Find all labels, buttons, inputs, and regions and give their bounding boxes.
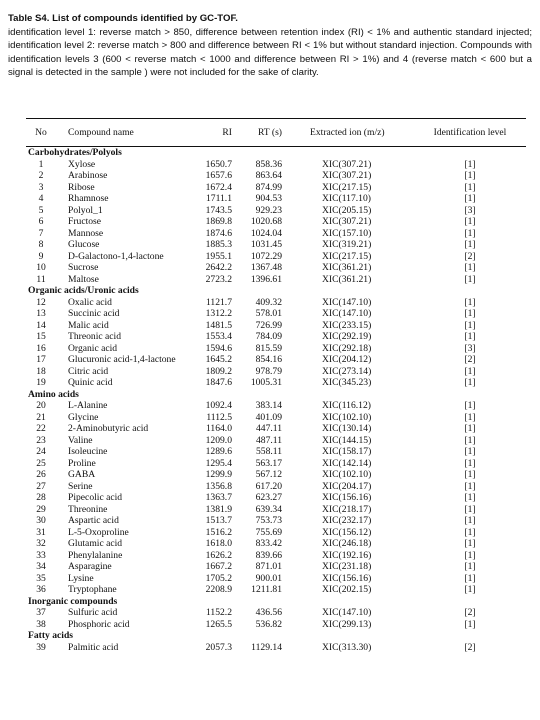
cell-extracted-ion: XIC(307.21) [322,158,372,170]
cell-rt: 1396.61 [250,273,282,285]
cell-no: 30 [36,515,46,526]
cell-extracted-ion: XIC(117.10) [322,193,371,204]
cell-extracted-ion: XIC(231.18) [322,561,372,572]
cell-extracted-ion: XIC(319.21) [322,239,372,250]
cell-extracted-ion: XIC(273.14) [322,365,372,377]
table-row [26,297,526,309]
cell-identification-level: [1] [464,434,476,446]
cell-identification-level: [1] [464,170,476,181]
cell-extracted-ion: XIC(345.23) [322,377,372,388]
cell-extracted-ion: XIC(307.21) [322,170,372,181]
cell-extracted-ion: XIC(144.15) [322,434,372,446]
table-row [26,366,526,378]
cell-identification-level: [1] [464,158,476,170]
cell-identification-level: [1] [464,273,476,285]
table-row [26,458,526,470]
cell-ri: 1356.8 [205,480,232,492]
cell-compound-name: Rhamnose [68,193,109,204]
cell-compound-name: L-Alanine [68,400,108,411]
cell-ri: 1092.4 [205,400,232,411]
cell-compound-name: Arabinose [68,170,108,181]
cell-no: 9 [38,250,44,262]
cell-extracted-ion: XIC(307.21) [322,216,372,227]
cell-no: 3 [38,181,44,193]
cell-compound-name: Sucrose [68,262,99,273]
cell-no: 11 [36,273,46,285]
cell-extracted-ion: XIC(156.16) [322,572,372,584]
header-compound-name: Compound name [68,127,134,138]
cell-identification-level: [1] [464,480,476,492]
cell-compound-name: Citric acid [68,365,109,377]
cell-identification-level: [1] [464,457,476,469]
cell-rt: 978.79 [255,365,282,377]
cell-ri: 1553.4 [205,331,232,342]
cell-rt: 871.01 [255,561,282,572]
cell-ri: 1869.8 [205,216,232,227]
cell-identification-level: [2] [464,641,476,653]
cell-compound-name: Aspartic acid [68,515,119,526]
cell-compound-name: Glucuronic acid-1,4-lactone [68,354,176,365]
cell-compound-name: 2-Aminobutyric acid [68,423,149,434]
cell-rt: 436.56 [255,607,282,618]
cell-ri: 1516.2 [205,526,232,538]
cell-compound-name: Glycine [68,411,99,423]
cell-ri: 1809.2 [205,365,232,377]
cell-identification-level: [3] [464,204,476,216]
cell-ri: 1164.0 [205,423,232,434]
cell-ri: 1481.5 [205,319,232,331]
cell-compound-name: Valine [68,434,93,446]
cell-extracted-ion: XIC(361.21) [322,262,372,273]
table-row [26,423,526,435]
cell-rt: 1072.29 [250,250,282,262]
cell-extracted-ion: XIC(205.15) [322,204,372,216]
cell-rt: 536.82 [255,618,282,630]
cell-compound-name: Polyol_1 [68,204,103,216]
table-row [26,435,526,447]
cell-extracted-ion: XIC(156.16) [322,492,372,503]
header-extracted-ion: Extracted ion (m/z) [310,127,385,138]
cell-rt: 874.99 [255,181,282,193]
cell-identification-level: [2] [464,250,476,262]
cell-identification-level: [1] [464,538,476,549]
cell-identification-level: [1] [464,572,476,584]
cell-ri: 1650.7 [205,158,232,170]
cell-compound-name: Threonic acid [68,331,122,342]
table-body [26,147,526,653]
cell-identification-level: [1] [464,227,476,239]
table-row [26,216,526,228]
cell-ri: 1885.3 [205,239,232,250]
cell-ri: 1265.5 [205,618,232,630]
table-row [26,193,526,205]
cell-compound-name: Pipecolic acid [68,492,123,503]
cell-identification-level: [1] [464,526,476,538]
cell-identification-level: [1] [464,308,476,319]
cell-rt: 815.59 [255,342,282,354]
cell-compound-name: Isoleucine [68,446,108,457]
cell-extracted-ion: XIC(204.12) [322,354,372,365]
cell-extracted-ion: XIC(217.15) [322,250,372,262]
cell-ri: 1618.0 [205,538,232,549]
cell-ri: 1152.2 [205,607,232,618]
table-row [26,320,526,332]
cell-no: 33 [36,549,46,561]
cell-no: 17 [36,354,46,365]
table-row [26,504,526,516]
cell-extracted-ion: XIC(147.10) [322,296,372,308]
cell-no: 6 [38,216,44,227]
cell-identification-level: [1] [464,377,476,388]
cell-extracted-ion: XIC(158.17) [322,446,372,457]
cell-rt: 1367.48 [250,262,282,273]
cell-rt: 854.16 [255,354,282,365]
cell-compound-name: L-5-Oxoproline [68,526,129,538]
cell-extracted-ion: XIC(102.10) [322,469,372,480]
cell-no: 20 [36,400,46,411]
cell-no: 22 [36,423,46,434]
cell-no: 23 [36,434,46,446]
cell-compound-name: Organic acid [68,342,118,354]
cell-no: 16 [36,342,46,354]
cell-compound-name: Lysine [68,572,94,584]
cell-rt: 1129.14 [251,641,282,653]
cell-ri: 1711.1 [205,193,232,204]
cell-no: 24 [36,446,46,457]
cell-rt: 487.11 [255,434,282,446]
cell-compound-name: Ribose [68,181,95,193]
cell-extracted-ion: XIC(116.12) [322,400,371,411]
cell-extracted-ion: XIC(292.19) [322,331,372,342]
table-row [26,607,526,619]
cell-rt: 1031.45 [250,239,282,250]
cell-no: 13 [36,308,46,319]
cell-ri: 1209.0 [205,434,232,446]
cell-ri: 1594.6 [205,342,232,354]
cell-compound-name: Glucose [68,239,100,250]
cell-ri: 1381.9 [205,503,232,515]
table-row [26,550,526,562]
table-row [26,527,526,539]
cell-ri: 1112.5 [206,411,232,423]
cell-ri: 1667.2 [205,561,232,572]
cell-compound-name: Sulfuric acid [68,607,118,618]
header-rt: RT (s) [257,127,282,138]
table-row [26,182,526,194]
cell-extracted-ion: XIC(102.10) [322,411,372,423]
cell-ri: 2208.9 [205,584,232,595]
cell-identification-level: [3] [464,342,476,354]
cell-compound-name: Maltose [68,273,99,285]
cell-extracted-ion: XIC(313.30) [322,641,372,653]
cell-no: 38 [36,618,46,630]
cell-rt: 904.53 [255,193,282,204]
cell-no: 26 [36,469,46,480]
cell-extracted-ion: XIC(292.18) [322,342,372,354]
cell-ri: 1657.6 [205,170,232,181]
cell-no: 36 [36,584,46,595]
cell-no: 2 [38,170,44,181]
table-row [26,354,526,366]
cell-identification-level: [1] [464,365,476,377]
cell-no: 1 [38,158,44,170]
cell-no: 18 [36,365,46,377]
header-ri: RI [222,127,232,138]
cell-no: 39 [36,641,46,653]
table-row [26,159,526,171]
table-row [26,481,526,493]
cell-rt: 858.36 [255,158,282,170]
cell-compound-name: Phenylalanine [68,549,123,561]
cell-no: 37 [36,607,46,618]
cell-rt: 1020.68 [250,216,282,227]
cell-identification-level: [1] [464,181,476,193]
cell-identification-level: [1] [464,469,476,480]
cell-identification-level: [1] [464,296,476,308]
cell-identification-level: [1] [464,446,476,457]
cell-no: 10 [36,262,46,273]
cell-rt: 1005.31 [250,377,282,388]
section-heading: Organic acids/Uronic acids [28,285,139,296]
table-row [26,262,526,274]
cell-compound-name: Phosphoric acid [68,618,130,630]
cell-extracted-ion: XIC(246.18) [322,538,372,549]
cell-compound-name: Quinic acid [68,377,113,388]
cell-ri: 1847.6 [205,377,232,388]
table-row [26,642,526,654]
cell-no: 35 [36,572,46,584]
cell-identification-level: [1] [464,503,476,515]
cell-identification-level: [2] [464,607,476,618]
cell-extracted-ion: XIC(217.15) [322,181,372,193]
cell-extracted-ion: XIC(142.14) [322,457,372,469]
cell-identification-level: [1] [464,515,476,526]
cell-rt: 401.09 [255,411,282,423]
cell-no: 14 [36,319,46,331]
cell-extracted-ion: XIC(147.10) [322,308,372,319]
table-row [26,308,526,320]
cell-identification-level: [1] [464,492,476,503]
cell-compound-name: Malic acid [68,319,109,331]
cell-identification-level: [1] [464,411,476,423]
cell-extracted-ion: XIC(156.12) [322,526,372,538]
cell-identification-level: [1] [464,423,476,434]
cell-identification-level: [1] [464,239,476,250]
table-row [26,239,526,251]
cell-ri: 1295.4 [205,457,232,469]
cell-compound-name: GABA [68,469,96,480]
cell-identification-level: [1] [464,319,476,331]
cell-extracted-ion: XIC(147.10) [322,607,372,618]
cell-identification-level: [1] [464,216,476,227]
cell-rt: 567.12 [255,469,282,480]
cell-compound-name: Asparagine [68,561,112,572]
cell-compound-name: Threonine [68,503,108,515]
cell-compound-name: Oxalic acid [68,296,112,308]
cell-identification-level: [1] [464,584,476,595]
cell-extracted-ion: XIC(361.21) [322,273,372,285]
table-row [26,561,526,573]
table-row [26,619,526,631]
table-row [26,412,526,424]
table-row [26,251,526,263]
cell-rt: 833.42 [255,538,282,549]
cell-ri: 1513.7 [205,515,232,526]
cell-no: 31 [36,526,46,538]
cell-ri: 2057.3 [205,641,232,653]
cell-extracted-ion: XIC(299.13) [322,618,372,630]
cell-rt: 755.69 [255,526,282,538]
caption-text: identification level 1: reverse match > 850, difference between retention index (RI) < 1% and authentic standard injected; identification level 2: reverse match > 800 and difference between RI < 1% but without standard injection. Compounds with identification levels 3 (600 < reverse match < 1000 and difference between RI > 1%) and 4 (reverse match < 600 but a signal is detected in the sample ) were not included for the sake of clarity. [8,27,532,78]
cell-identification-level: [2] [464,354,476,365]
cell-no: 34 [36,561,46,572]
cell-rt: 578.01 [255,308,282,319]
cell-ri: 1743.5 [205,204,232,216]
cell-no: 7 [38,227,44,239]
cell-no: 21 [36,411,46,423]
cell-extracted-ion: XIC(157.10) [322,227,372,239]
cell-compound-name: Glutamic acid [68,538,123,549]
cell-compound-name: Palmitic acid [68,641,119,653]
cell-extracted-ion: XIC(202.15) [322,584,372,595]
cell-compound-name: Proline [68,457,96,469]
compound-table [26,118,526,653]
cell-rt: 558.11 [255,446,282,457]
cell-extracted-ion: XIC(130.14) [322,423,372,434]
table-row [26,274,526,286]
cell-no: 32 [36,538,46,549]
cell-ri: 2642.2 [205,262,232,273]
table-row [26,538,526,550]
table-title: Table S4. List of compounds identified by GC-TOF. [8,13,238,24]
cell-compound-name: Serine [68,480,93,492]
cell-rt: 1024.04 [250,227,282,239]
cell-no: 15 [36,331,46,342]
table-row [26,377,526,389]
table-row [26,400,526,412]
cell-rt: 639.34 [255,503,282,515]
cell-no: 19 [36,377,46,388]
table-row [26,228,526,240]
cell-identification-level: [1] [464,331,476,342]
table-row [26,469,526,481]
cell-extracted-ion: XIC(218.17) [322,503,372,515]
cell-compound-name: Succinic acid [68,308,120,319]
cell-ri: 1672.4 [205,181,232,193]
table-caption [8,12,532,79]
table-row [26,515,526,527]
cell-ri: 1874.6 [205,227,232,239]
cell-rt: 563.17 [255,457,282,469]
cell-compound-name: Tryptophane [68,584,117,595]
cell-identification-level: [1] [464,618,476,630]
cell-compound-name: D-Galactono-1,4-lactone [68,250,164,262]
table-row [26,573,526,585]
cell-rt: 623.27 [255,492,282,503]
section-heading: Carbohydrates/Polyols [28,147,122,158]
table-row [26,343,526,355]
cell-identification-level: [1] [464,561,476,572]
cell-no: 12 [36,296,46,308]
section-heading: Fatty acids [28,630,74,641]
cell-rt: 900.01 [255,572,282,584]
cell-ri: 1289.6 [205,446,232,457]
section-heading: Amino acids [28,388,79,400]
header-no: No [35,127,47,138]
cell-ri: 2723.2 [205,273,232,285]
header-identification-level: Identification level [433,127,507,138]
cell-ri: 1121.7 [205,296,232,308]
cell-ri: 1705.2 [205,572,232,584]
cell-rt: 617.20 [255,480,282,492]
cell-identification-level: [1] [464,400,476,411]
cell-identification-level: [1] [464,549,476,561]
cell-extracted-ion: XIC(233.15) [322,319,372,331]
table-row [26,492,526,504]
cell-no: 28 [36,492,46,503]
table-header [26,119,526,146]
cell-extracted-ion: XIC(192.16) [322,549,372,561]
cell-no: 4 [38,193,44,204]
cell-rt: 863.64 [255,170,282,181]
cell-extracted-ion: XIC(204.17) [322,480,372,492]
section-heading: Inorganic compounds [28,595,118,607]
cell-compound-name: Fructose [68,216,102,227]
cell-ri: 1645.2 [205,354,232,365]
cell-identification-level: [1] [464,193,476,204]
cell-rt: 753.73 [255,515,282,526]
table-row [26,205,526,217]
cell-rt: 839.66 [255,549,282,561]
cell-ri: 1955.1 [205,250,232,262]
cell-rt: 726.99 [255,319,282,331]
cell-rt: 409.32 [255,296,282,308]
table-row [26,331,526,343]
cell-no: 29 [36,503,46,515]
cell-extracted-ion: XIC(232.17) [322,515,372,526]
cell-identification-level: [1] [464,262,476,273]
cell-ri: 1363.7 [205,492,232,503]
cell-rt: 784.09 [255,331,282,342]
table-row [26,170,526,182]
cell-rt: 383.14 [255,400,282,411]
cell-rt: 929.23 [255,204,282,216]
cell-no: 5 [38,204,44,216]
cell-ri: 1626.2 [205,549,232,561]
cell-no: 8 [38,239,44,250]
cell-compound-name: Mannose [68,227,104,239]
cell-rt: 447.11 [255,423,282,434]
cell-no: 25 [36,457,46,469]
table-row [26,446,526,458]
cell-compound-name: Xylose [68,158,96,170]
cell-rt: 1211.81 [251,584,282,595]
cell-ri: 1299.9 [205,469,232,480]
cell-ri: 1312.2 [205,308,232,319]
table-row [26,584,526,596]
cell-no: 27 [36,480,46,492]
